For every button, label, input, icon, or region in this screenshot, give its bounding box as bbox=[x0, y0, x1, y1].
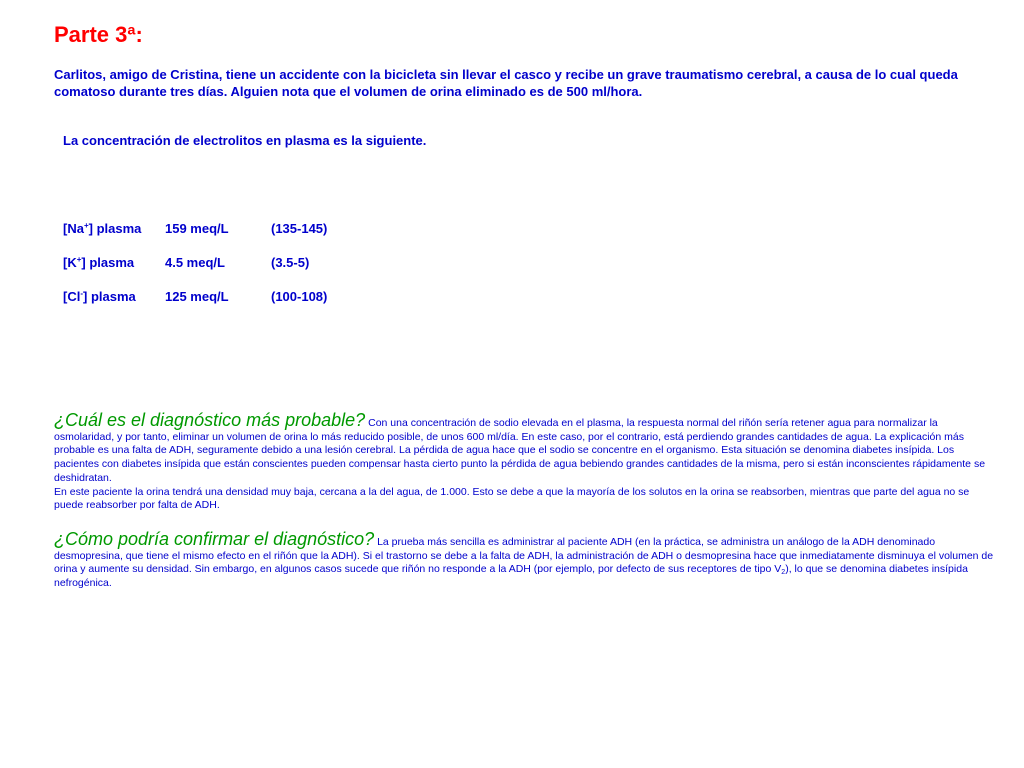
electrolytes-caption: La concentración de electrolitos en plasma es la siguiente. bbox=[63, 133, 427, 148]
diagnosis-question: ¿Cuál es el diagnóstico más probable? bbox=[54, 410, 366, 430]
label-open: [K bbox=[63, 255, 77, 270]
electrolyte-value: 125 meq/L bbox=[165, 289, 229, 304]
electrolyte-value: 159 meq/L bbox=[165, 221, 229, 236]
label-open: [Na bbox=[63, 221, 84, 236]
label-close: ] plasma bbox=[88, 221, 142, 236]
confirmation-answer-end: ), lo que se denomina diabetes insípida nefrogénica. bbox=[54, 563, 968, 590]
case-intro: Carlitos, amigo de Cristina, tiene un accidente con la bicicleta sin llevar el casco y recibe un grave traumatismo cerebral, a causa de lo cual queda comatoso durante tres días. Alguien nota que el volumen de orina eliminado es de 500 ml/hora. bbox=[54, 67, 958, 99]
diagnosis-answer: Con una concentración de sodio elevada en el plasma, la respuesta normal del riñón sería retener agua para normalizar la osmolaridad, y por tanto, eliminar un volumen de orina lo más reducido posible, de unos 600 ml/día. En este caso, por el contrario, está perdiendo grandes cantidades de agua. La explicación más probable es una falta de ADH, seguramente debido a una lesión cerebral. La pérdida de agua hace que el sodio se concentre en el organismo. Esta situación se denomina diabetes insípida. Los pacientes con diabetes insípida que están conscientes pueden compensar hasta cierto punto la pérdida de agua bebiendo grandes cantidades de la misma, pero si están inconscientes rápidamente se deshidratan. bbox=[54, 417, 986, 484]
label-close: ] plasma bbox=[83, 289, 136, 304]
label-open: [Cl bbox=[63, 289, 81, 304]
page-title: Parte 3ª: bbox=[54, 22, 143, 47]
electrolyte-label bbox=[63, 254, 134, 271]
electrolyte-value: 4.5 meq/L bbox=[165, 255, 225, 270]
confirmation-answer: La prueba más sencilla es administrar al paciente ADH (en la práctica, se administra un análogo de la ADH denominado desmopresina, que tiene el mismo efecto en el riñón que la ADH). Si el trastorno se debe a la falta de ADH, la administración de ADH o desmopresina hace que inmediatamente disminuya el volumen de orina y aumente su densidad. Sin embargo, en algunos casos sucede que riñón no responde a la ADH (por ejemplo, por defecto de sus receptores de tipo V bbox=[54, 536, 994, 576]
electrolyte-range: (100-108) bbox=[271, 289, 328, 304]
ion-charge: + bbox=[83, 221, 89, 230]
diagnosis-section bbox=[54, 410, 994, 513]
receptor-subscript: 2 bbox=[781, 569, 786, 577]
diagnosis-answer-continued: En este paciente la orina tendrá una densidad muy baja, cercana a la del agua, de 1.000. Esto se debe a que la mayoría de los solutos en la orina se reabsorben, mientras que parte del agua no se puede reabsorber por falta de ADH. bbox=[54, 485, 970, 512]
confirmation-question: ¿Cómo podría confirmar el diagnóstico? bbox=[54, 529, 375, 549]
electrolyte-label bbox=[63, 288, 136, 305]
electrolyte-range: (135-145) bbox=[271, 221, 328, 236]
electrolyte-range: (3.5-5) bbox=[271, 255, 310, 270]
ion-charge: - bbox=[80, 289, 84, 298]
confirmation-section bbox=[54, 529, 994, 591]
label-close: ] plasma bbox=[81, 255, 135, 270]
ion-charge: + bbox=[76, 255, 82, 264]
electrolyte-label bbox=[63, 220, 141, 237]
